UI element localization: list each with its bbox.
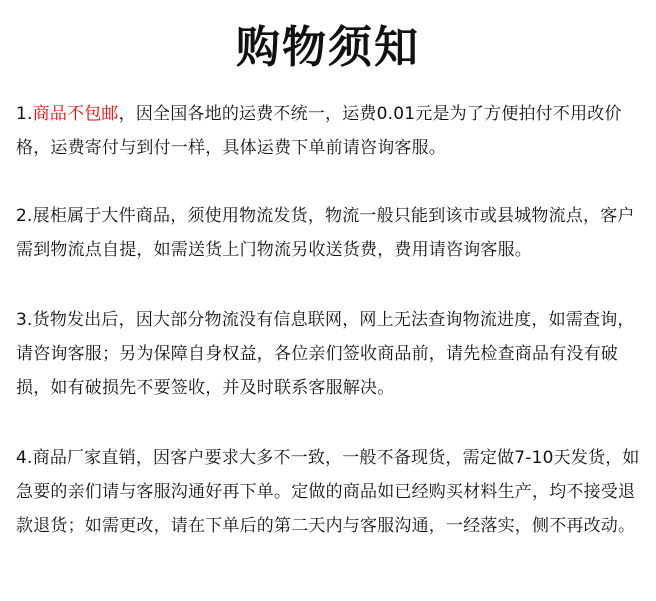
page-title: 购物须知 bbox=[236, 22, 420, 73]
notice-text: 货物发出后，因大部分物流没有信息联网，网上无法查询物流进度，如需查询，请咨询客服；另为保障自身权益，各位亲们签收商品前，请先检查商品有没有破损，如有破损先不要签收，并及时联系客服解决。 bbox=[16, 310, 635, 398]
notice-item-2 bbox=[16, 199, 642, 267]
notice-number: 4. bbox=[16, 448, 33, 468]
notice-number: 1. bbox=[16, 104, 33, 124]
notice-number: 3. bbox=[16, 310, 33, 330]
notice-item-3 bbox=[16, 303, 642, 405]
notice-number: 2. bbox=[16, 206, 33, 226]
notice-text: 展柜属于大件商品，须使用物流发货，物流一般只能到该市或县城物流点，客户需到物流点自提，如需送货上门物流另收送货费，费用请咨询客服。 bbox=[16, 206, 635, 260]
notice-item-1 bbox=[16, 97, 642, 165]
notice-text: 商品厂家直销，因客户要求大多不一致，一般不备现货，需定做7-10天发货，如急要的亲们请与客服沟通好再下单。定做的商品如已经购买材料生产，均不接受退款退货；如需更改，请在下单后的第二天内与客服沟通，一经落实，侧不再改动。 bbox=[16, 448, 640, 536]
notice-item-4 bbox=[16, 441, 642, 543]
no-free-shipping-highlight: 商品不包邮 bbox=[32, 104, 119, 124]
notice-text: ，因全国各地的运费不统一，运费0.01元是为了方便拍付不用改价格，运费寄付与到付一样，具体运费下单前请咨询客服。 bbox=[16, 104, 622, 158]
